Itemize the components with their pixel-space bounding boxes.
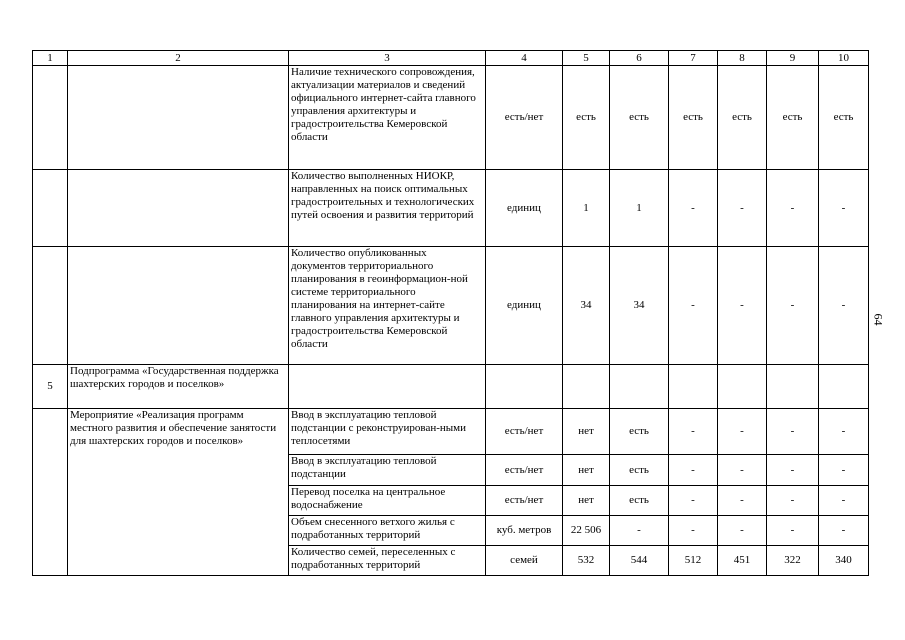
value-cell: 544 (610, 546, 669, 576)
value-cell: - (669, 455, 718, 486)
value-cell: - (718, 486, 767, 516)
value-cell (767, 365, 819, 409)
header-cell: 8 (718, 51, 767, 66)
indicator-cell: Ввод в эксплуатацию тепловой подстанции с реконструирован-ными теплосетями (289, 409, 486, 455)
value-cell: 322 (767, 546, 819, 576)
value-cell (669, 365, 718, 409)
header-cell: 5 (563, 51, 610, 66)
value-cell: есть (669, 66, 718, 170)
value-cell: - (767, 170, 819, 247)
value-cell: 22 506 (563, 516, 610, 546)
unit-cell: есть/нет (486, 486, 563, 516)
value-cell: есть (718, 66, 767, 170)
value-cell: - (718, 247, 767, 365)
value-cell: - (767, 486, 819, 516)
program-cell: Мероприятие «Реализация программ местного развития и обеспечение занятости для шахтерских городов и поселков» (68, 409, 289, 576)
value-cell: - (819, 247, 869, 365)
value-cell: - (669, 516, 718, 546)
value-cell: - (819, 409, 869, 455)
value-cell: - (718, 409, 767, 455)
value-cell: - (767, 455, 819, 486)
table-row (33, 409, 869, 455)
indicator-cell: Количество выполненных НИОКР, направленных на поиск оптимальных градостроительных и технологических путей освоения и развития территорий (289, 170, 486, 247)
value-cell: - (819, 455, 869, 486)
table-row (33, 247, 869, 365)
program-cell (68, 66, 289, 170)
value-cell: 512 (669, 546, 718, 576)
header-cell: 10 (819, 51, 869, 66)
table-row (33, 365, 869, 409)
value-cell: - (718, 455, 767, 486)
value-cell: - (669, 486, 718, 516)
unit-cell (486, 365, 563, 409)
value-cell: есть (610, 409, 669, 455)
row-number-cell (33, 170, 68, 247)
value-cell: 532 (563, 546, 610, 576)
unit-cell: единиц (486, 247, 563, 365)
indicator-cell: Объем снесенного ветхого жилья с подработанных территорий (289, 516, 486, 546)
value-cell: - (767, 516, 819, 546)
unit-cell: есть/нет (486, 455, 563, 486)
table-row (33, 66, 869, 170)
row-number-cell (33, 247, 68, 365)
header-cell: 3 (289, 51, 486, 66)
value-cell: есть (610, 486, 669, 516)
value-cell: есть (819, 66, 869, 170)
value-cell: - (669, 170, 718, 247)
indicator-cell: Наличие технического сопровождения, актуализации материалов и сведений официального интернет-сайта главного управления архитектуры и градостроительства Кемеровской области (289, 66, 486, 170)
value-cell: 340 (819, 546, 869, 576)
value-cell: нет (563, 486, 610, 516)
indicator-cell (289, 365, 486, 409)
row-number-cell: 5 (33, 365, 68, 409)
value-cell: - (767, 409, 819, 455)
header-cell: 4 (486, 51, 563, 66)
indicator-cell: Количество опубликованных документов территориального планирования в геоинформацион-ной системе территориального планирования на интернет-сайте главного управления архитектуры и градостроительства Кемеровской области (289, 247, 486, 365)
unit-cell: семей (486, 546, 563, 576)
value-cell (819, 365, 869, 409)
value-cell: 34 (563, 247, 610, 365)
value-cell: - (669, 409, 718, 455)
value-cell: есть (610, 66, 669, 170)
table-row (33, 170, 869, 247)
value-cell: 451 (718, 546, 767, 576)
value-cell (563, 365, 610, 409)
page-number: 64 (871, 313, 886, 326)
unit-cell: куб. метров (486, 516, 563, 546)
value-cell: - (767, 247, 819, 365)
program-cell: Подпрограмма «Государственная поддержка шахтерских городов и поселков» (68, 365, 289, 409)
row-number-cell (33, 409, 68, 576)
indicator-cell: Ввод в эксплуатацию тепловой подстанции (289, 455, 486, 486)
value-cell: нет (563, 409, 610, 455)
value-cell: - (718, 170, 767, 247)
value-cell: есть (610, 455, 669, 486)
value-cell: нет (563, 455, 610, 486)
value-cell: - (610, 516, 669, 546)
value-cell: - (669, 247, 718, 365)
header-cell: 1 (33, 51, 68, 66)
value-cell: - (718, 516, 767, 546)
unit-cell: единиц (486, 170, 563, 247)
value-cell (718, 365, 767, 409)
header-cell: 6 (610, 51, 669, 66)
unit-cell: есть/нет (486, 409, 563, 455)
header-row (33, 51, 869, 66)
value-cell: 34 (610, 247, 669, 365)
header-cell: 7 (669, 51, 718, 66)
value-cell: - (819, 516, 869, 546)
value-cell: - (819, 170, 869, 247)
header-cell: 2 (68, 51, 289, 66)
value-cell: - (819, 486, 869, 516)
program-cell (68, 247, 289, 365)
value-cell: 1 (563, 170, 610, 247)
program-cell (68, 170, 289, 247)
row-number-cell (33, 66, 68, 170)
unit-cell: есть/нет (486, 66, 563, 170)
header-cell: 9 (767, 51, 819, 66)
indicator-cell: Перевод поселка на центральное водоснабжение (289, 486, 486, 516)
value-cell (610, 365, 669, 409)
indicators-table (32, 50, 869, 576)
value-cell: есть (563, 66, 610, 170)
value-cell: есть (767, 66, 819, 170)
indicator-cell: Количество семей, переселенных с подработанных территорий (289, 546, 486, 576)
value-cell: 1 (610, 170, 669, 247)
